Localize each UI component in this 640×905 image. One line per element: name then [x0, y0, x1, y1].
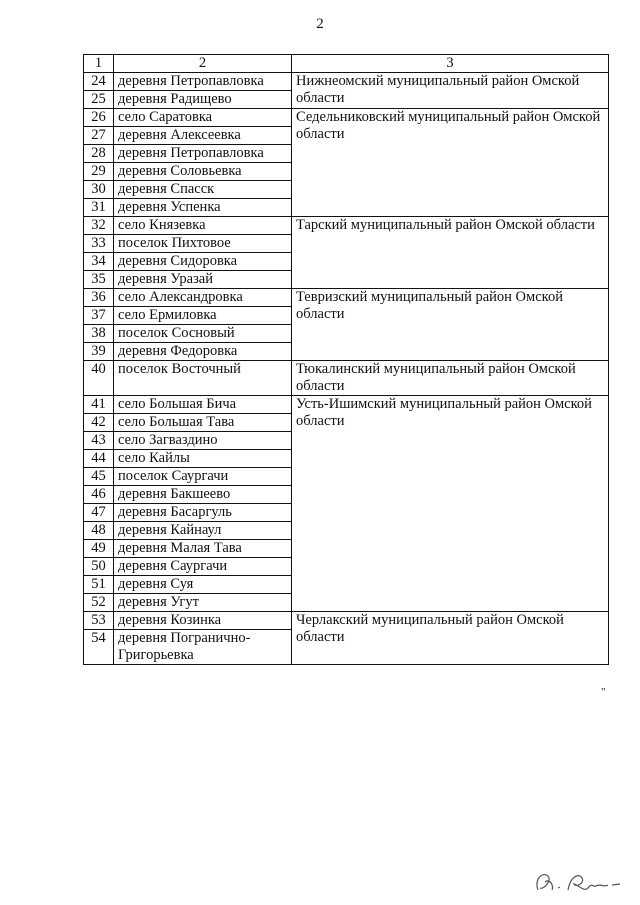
page-number: 2 [316, 16, 324, 32]
table-row [84, 612, 609, 630]
row-number: 33 [84, 235, 114, 253]
locality-name: деревня Радищево [114, 91, 292, 109]
region-name: Нижнеомский муниципальный район Омской области [292, 73, 609, 109]
table-body [84, 73, 609, 665]
row-number: 35 [84, 271, 114, 289]
locality-name: деревня Угут [114, 594, 292, 612]
locality-name: деревня Малая Тава [114, 540, 292, 558]
locality-name: деревня Федоровка [114, 343, 292, 361]
locality-name: деревня Басаргуль [114, 504, 292, 522]
row-number: 47 [84, 504, 114, 522]
row-number: 34 [84, 253, 114, 271]
header-col-region: 3 [292, 55, 609, 73]
row-number: 46 [84, 486, 114, 504]
locality-name: село Большая Бича [114, 396, 292, 414]
region-name: Тевризский муниципальный район Омской области [292, 289, 609, 361]
table-row [84, 396, 609, 414]
row-number: 30 [84, 181, 114, 199]
locality-name: деревня Козинка [114, 612, 292, 630]
locality-name: деревня Петропавловка [114, 145, 292, 163]
locality-name: деревня Петропавловка [114, 73, 292, 91]
region-name: Тарский муниципальный район Омской области [292, 217, 609, 289]
signature [530, 868, 625, 896]
closing-quote: " [601, 686, 606, 698]
table-row [84, 289, 609, 307]
locality-name: поселок Восточный [114, 361, 292, 396]
row-number: 52 [84, 594, 114, 612]
locality-name: деревня Суя [114, 576, 292, 594]
locality-name: село Александровка [114, 289, 292, 307]
locality-name: село Загваздино [114, 432, 292, 450]
locality-name: деревня Кайнаул [114, 522, 292, 540]
row-number: 32 [84, 217, 114, 235]
row-number: 28 [84, 145, 114, 163]
header-col-number: 1 [84, 55, 114, 73]
row-number: 45 [84, 468, 114, 486]
row-number: 25 [84, 91, 114, 109]
table-row [84, 217, 609, 235]
locality-name: деревня Алексеевка [114, 127, 292, 145]
row-number: 49 [84, 540, 114, 558]
locality-name: деревня Успенка [114, 199, 292, 217]
row-number: 26 [84, 109, 114, 127]
row-number: 51 [84, 576, 114, 594]
locality-name: поселок Пихтовое [114, 235, 292, 253]
row-number: 40 [84, 361, 114, 396]
row-number: 39 [84, 343, 114, 361]
header-row [84, 55, 609, 73]
locality-name: село Ермиловка [114, 307, 292, 325]
locality-name: село Саратовка [114, 109, 292, 127]
table-row [84, 109, 609, 127]
row-number: 43 [84, 432, 114, 450]
row-number: 53 [84, 612, 114, 630]
table-row [84, 73, 609, 91]
row-number: 36 [84, 289, 114, 307]
region-name: Седельниковский муниципальный район Омской области [292, 109, 609, 217]
row-number: 27 [84, 127, 114, 145]
locality-name: село Большая Тава [114, 414, 292, 432]
region-name: Черлакский муниципальный район Омской области [292, 612, 609, 665]
locality-name: деревня Спасск [114, 181, 292, 199]
locality-name: деревня Бакшеево [114, 486, 292, 504]
locality-name: деревня Погранично-Григорьевка [114, 630, 292, 665]
row-number: 54 [84, 630, 114, 665]
locality-name: поселок Сосновый [114, 325, 292, 343]
row-number: 42 [84, 414, 114, 432]
row-number: 37 [84, 307, 114, 325]
locality-name: село Кайлы [114, 450, 292, 468]
row-number: 44 [84, 450, 114, 468]
region-name: Усть-Ишимский муниципальный район Омской области [292, 396, 609, 612]
header-col-locality: 2 [114, 55, 292, 73]
locality-name: деревня Уразай [114, 271, 292, 289]
localities-table [83, 54, 609, 665]
row-number: 29 [84, 163, 114, 181]
row-number: 24 [84, 73, 114, 91]
locality-name: деревня Сидоровка [114, 253, 292, 271]
row-number: 41 [84, 396, 114, 414]
row-number: 48 [84, 522, 114, 540]
locality-name: поселок Саургачи [114, 468, 292, 486]
row-number: 31 [84, 199, 114, 217]
row-number: 50 [84, 558, 114, 576]
locality-name: село Князевка [114, 217, 292, 235]
locality-name: деревня Саургачи [114, 558, 292, 576]
row-number: 38 [84, 325, 114, 343]
region-name: Тюкалинский муниципальный район Омской области [292, 361, 609, 396]
locality-name: деревня Соловьевка [114, 163, 292, 181]
table-row [84, 361, 609, 396]
